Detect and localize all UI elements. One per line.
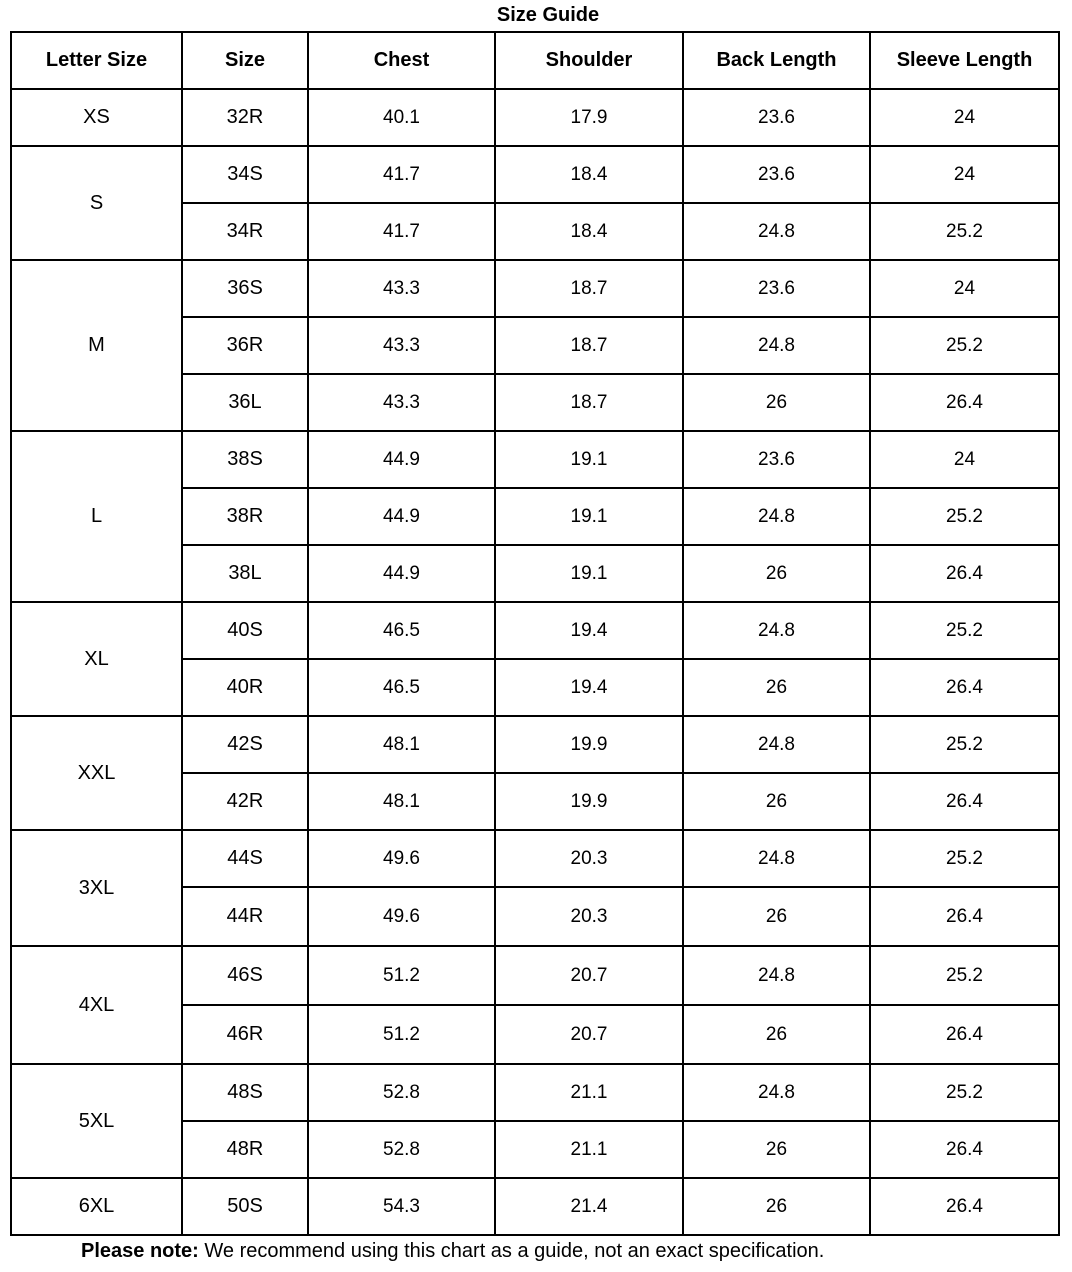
back-length-cell: 24.8 xyxy=(683,830,870,887)
back-length-cell: 24.8 xyxy=(683,203,870,260)
sleeve-length-cell: 26.4 xyxy=(870,1178,1059,1235)
size-guide-table xyxy=(10,31,1060,1236)
size-cell: 50S xyxy=(182,1178,308,1235)
table-header-row xyxy=(11,32,1059,89)
footnote xyxy=(81,1240,824,1262)
table-row xyxy=(11,1178,1059,1235)
size-cell: 44R xyxy=(182,887,308,946)
chest-cell: 46.5 xyxy=(308,602,495,659)
size-cell: 38L xyxy=(182,545,308,602)
table-row xyxy=(11,946,1059,1005)
sleeve-length-cell: 26.4 xyxy=(870,1005,1059,1064)
back-length-cell: 26 xyxy=(683,1178,870,1235)
sleeve-length-cell: 26.4 xyxy=(870,545,1059,602)
size-cell: 36L xyxy=(182,374,308,431)
letter-size-cell: 5XL xyxy=(11,1064,182,1178)
size-cell: 38R xyxy=(182,488,308,545)
page-title: Size Guide xyxy=(496,4,600,26)
chest-cell: 44.9 xyxy=(308,488,495,545)
letter-size-cell: XXL xyxy=(11,716,182,830)
back-length-cell: 23.6 xyxy=(683,260,870,317)
chest-cell: 41.7 xyxy=(308,146,495,203)
sleeve-length-cell: 26.4 xyxy=(870,1121,1059,1178)
size-cell: 42S xyxy=(182,716,308,773)
back-length-cell: 26 xyxy=(683,374,870,431)
sleeve-length-cell: 26.4 xyxy=(870,659,1059,716)
sleeve-length-cell: 26.4 xyxy=(870,374,1059,431)
chest-cell: 52.8 xyxy=(308,1121,495,1178)
table-body xyxy=(11,89,1059,1235)
size-cell: 46R xyxy=(182,1005,308,1064)
back-length-cell: 26 xyxy=(683,1121,870,1178)
back-length-cell: 26 xyxy=(683,887,870,946)
shoulder-cell: 19.1 xyxy=(495,488,683,545)
table-row xyxy=(11,146,1059,203)
shoulder-cell: 20.3 xyxy=(495,887,683,946)
back-length-cell: 26 xyxy=(683,1005,870,1064)
chest-cell: 40.1 xyxy=(308,89,495,146)
shoulder-cell: 19.4 xyxy=(495,659,683,716)
letter-size-cell: XS xyxy=(11,89,182,146)
chest-cell: 49.6 xyxy=(308,887,495,946)
sleeve-length-cell: 25.2 xyxy=(870,1064,1059,1121)
sleeve-length-cell: 24 xyxy=(870,146,1059,203)
table-row xyxy=(11,716,1059,773)
shoulder-cell: 20.7 xyxy=(495,946,683,1005)
sleeve-length-cell: 25.2 xyxy=(870,946,1059,1005)
shoulder-cell: 18.4 xyxy=(495,146,683,203)
table-row xyxy=(11,89,1059,146)
shoulder-cell: 21.4 xyxy=(495,1178,683,1235)
sleeve-length-cell: 26.4 xyxy=(870,887,1059,946)
size-cell: 40R xyxy=(182,659,308,716)
shoulder-cell: 18.7 xyxy=(495,374,683,431)
chest-cell: 49.6 xyxy=(308,830,495,887)
size-cell: 34S xyxy=(182,146,308,203)
sleeve-length-cell: 25.2 xyxy=(870,716,1059,773)
size-cell: 42R xyxy=(182,773,308,830)
shoulder-cell: 17.9 xyxy=(495,89,683,146)
chest-cell: 48.1 xyxy=(308,716,495,773)
shoulder-cell: 19.9 xyxy=(495,716,683,773)
table-row xyxy=(11,431,1059,488)
back-length-cell: 26 xyxy=(683,545,870,602)
column-header-letter-size: Letter Size xyxy=(11,32,182,89)
table-row xyxy=(11,830,1059,887)
letter-size-cell: 3XL xyxy=(11,830,182,946)
sleeve-length-cell: 25.2 xyxy=(870,602,1059,659)
shoulder-cell: 19.1 xyxy=(495,545,683,602)
footnote-text: We recommend using this chart as a guide, not an exact specification. xyxy=(198,1240,825,1262)
letter-size-cell: 6XL xyxy=(11,1178,182,1235)
back-length-cell: 24.8 xyxy=(683,946,870,1005)
chest-cell: 48.1 xyxy=(308,773,495,830)
size-cell: 48R xyxy=(182,1121,308,1178)
back-length-cell: 24.8 xyxy=(683,488,870,545)
column-header-sleeve-length: Sleeve Length xyxy=(870,32,1059,89)
shoulder-cell: 21.1 xyxy=(495,1064,683,1121)
back-length-cell: 24.8 xyxy=(683,1064,870,1121)
shoulder-cell: 19.9 xyxy=(495,773,683,830)
chest-cell: 51.2 xyxy=(308,946,495,1005)
sleeve-length-cell: 25.2 xyxy=(870,488,1059,545)
size-cell: 44S xyxy=(182,830,308,887)
back-length-cell: 23.6 xyxy=(683,431,870,488)
sleeve-length-cell: 24 xyxy=(870,431,1059,488)
size-cell: 40S xyxy=(182,602,308,659)
back-length-cell: 24.8 xyxy=(683,716,870,773)
letter-size-cell: M xyxy=(11,260,182,431)
size-cell: 34R xyxy=(182,203,308,260)
shoulder-cell: 21.1 xyxy=(495,1121,683,1178)
shoulder-cell: 18.7 xyxy=(495,317,683,374)
shoulder-cell: 20.7 xyxy=(495,1005,683,1064)
table-row xyxy=(11,602,1059,659)
shoulder-cell: 19.4 xyxy=(495,602,683,659)
column-header-back-length: Back Length xyxy=(683,32,870,89)
letter-size-cell: XL xyxy=(11,602,182,716)
chest-cell: 51.2 xyxy=(308,1005,495,1064)
column-header-shoulder: Shoulder xyxy=(495,32,683,89)
chest-cell: 44.9 xyxy=(308,545,495,602)
back-length-cell: 26 xyxy=(683,773,870,830)
shoulder-cell: 19.1 xyxy=(495,431,683,488)
chest-cell: 43.3 xyxy=(308,317,495,374)
column-header-chest: Chest xyxy=(308,32,495,89)
size-cell: 32R xyxy=(182,89,308,146)
size-cell: 46S xyxy=(182,946,308,1005)
table-row xyxy=(11,1064,1059,1121)
back-length-cell: 23.6 xyxy=(683,146,870,203)
sleeve-length-cell: 25.2 xyxy=(870,203,1059,260)
chest-cell: 43.3 xyxy=(308,374,495,431)
back-length-cell: 26 xyxy=(683,659,870,716)
shoulder-cell: 20.3 xyxy=(495,830,683,887)
size-cell: 38S xyxy=(182,431,308,488)
footnote-label: Please note: xyxy=(81,1240,199,1262)
back-length-cell: 23.6 xyxy=(683,89,870,146)
letter-size-cell: L xyxy=(11,431,182,602)
sleeve-length-cell: 25.2 xyxy=(870,830,1059,887)
chest-cell: 43.3 xyxy=(308,260,495,317)
sleeve-length-cell: 24 xyxy=(870,89,1059,146)
shoulder-cell: 18.4 xyxy=(495,203,683,260)
sleeve-length-cell: 26.4 xyxy=(870,773,1059,830)
column-header-size: Size xyxy=(182,32,308,89)
size-cell: 36S xyxy=(182,260,308,317)
chest-cell: 52.8 xyxy=(308,1064,495,1121)
chest-cell: 54.3 xyxy=(308,1178,495,1235)
back-length-cell: 24.8 xyxy=(683,317,870,374)
shoulder-cell: 18.7 xyxy=(495,260,683,317)
letter-size-cell: 4XL xyxy=(11,946,182,1064)
letter-size-cell: S xyxy=(11,146,182,260)
chest-cell: 46.5 xyxy=(308,659,495,716)
size-cell: 48S xyxy=(182,1064,308,1121)
size-cell: 36R xyxy=(182,317,308,374)
sleeve-length-cell: 25.2 xyxy=(870,317,1059,374)
chest-cell: 41.7 xyxy=(308,203,495,260)
chest-cell: 44.9 xyxy=(308,431,495,488)
sleeve-length-cell: 24 xyxy=(870,260,1059,317)
back-length-cell: 24.8 xyxy=(683,602,870,659)
table-row xyxy=(11,260,1059,317)
